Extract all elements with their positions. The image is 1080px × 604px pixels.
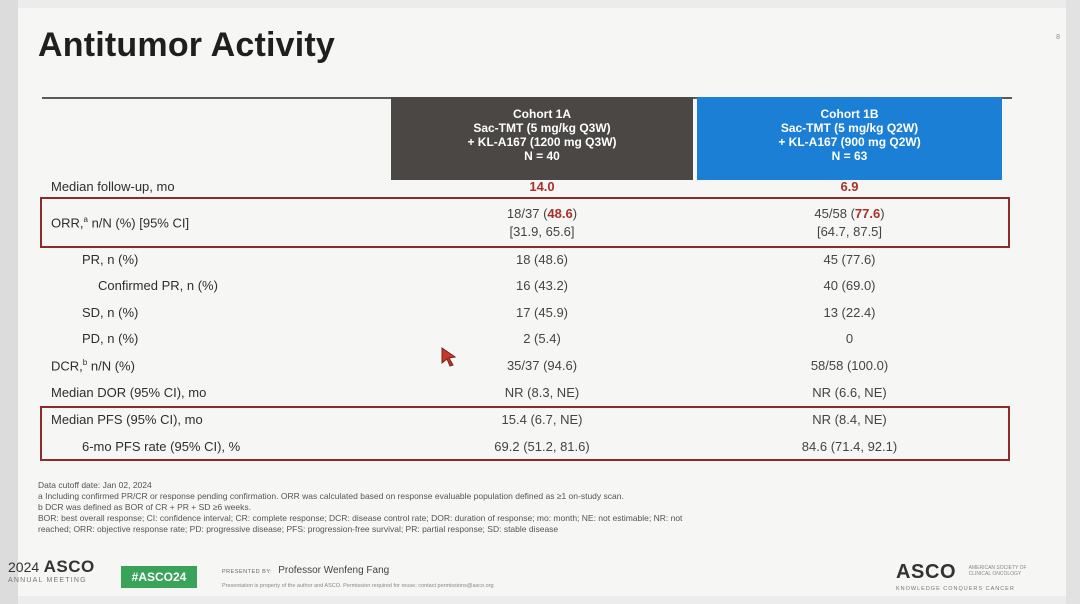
orr-label-main: ORR, [51, 215, 84, 231]
footnote-b: b DCR was defined as BOR of CR + PR + SD ≥6 weeks. [38, 502, 251, 512]
row-label-sd: SD, n (%) [82, 305, 139, 320]
row-label-pd: PD, n (%) [82, 331, 139, 346]
hashtag-badge: #ASCO24 [121, 566, 197, 588]
row-label-confirmed-pr: Confirmed PR, n (%) [98, 278, 218, 293]
cell-orr-1b-ci: [64.7, 87.5] [816, 224, 883, 239]
orr-1a-value: 48.6 [547, 206, 573, 221]
footnotes [38, 480, 1048, 535]
orr-1b-suffix: ) [880, 206, 885, 221]
cohort-1b-header [697, 97, 1002, 180]
cell-dor-1a: NR (8.3, NE) [504, 385, 580, 400]
row-label-orr [51, 215, 189, 230]
presented-by [222, 565, 389, 576]
presented-disclaimer: Presentation is property of the author and ASCO. Permission required for reuse; contact permissions@asco.org [222, 583, 494, 589]
cell-pr-1b: 45 (77.6) [823, 252, 876, 267]
dcr-footnote-marker: b [82, 358, 88, 367]
footer-year: 2024 [8, 559, 40, 575]
cell-sd-1b: 13 (22.4) [823, 305, 876, 320]
asco-society-wordmark: ASCO [896, 561, 957, 583]
cell-pfs-1a: 15.4 (6.7, NE) [501, 412, 583, 427]
cell-orr-1b [697, 205, 1002, 223]
footer-asco-wordmark: ASCO [43, 557, 95, 576]
cohort-1a-title: Cohort 1A [513, 107, 571, 121]
cell-pfs-1b: NR (8.4, NE) [812, 412, 887, 427]
cell-confirmed-pr-1b: 40 (69.0) [823, 278, 876, 293]
footnote-cutoff: Data cutoff date: Jan 02, 2024 [38, 480, 152, 490]
cell-pd-1b: 0 [845, 331, 854, 346]
footnote-abbrev-2: reached; ORR: objective response rate; PD: progressive disease; PFS: progression-free survival; PR: partial response; SD: stable disease [38, 524, 559, 534]
cell-dor-1b: NR (6.6, NE) [812, 385, 887, 400]
cell-dcr-1a: 35/37 (94.6) [506, 358, 578, 373]
asco-society-logo [896, 561, 1049, 592]
presented-by-label: PRESENTED BY: [222, 569, 273, 575]
orr-footnote-marker: a [83, 215, 88, 224]
cohort-1b-title: Cohort 1B [820, 107, 879, 121]
row-label-dor: Median DOR (95% CI), mo [51, 385, 207, 400]
cell-orr-1a-ci: [31.9, 65.6] [509, 224, 575, 239]
cell-sd-1a: 17 (45.9) [515, 305, 569, 320]
cell-follow-up-1a: 14.0 [529, 179, 555, 194]
cohort-1a-drug: Sac-TMT (5 mg/kg Q3W) [473, 121, 611, 135]
slide-title: Antitumor Activity [38, 26, 336, 64]
dcr-label-main: DCR, [51, 358, 83, 374]
asco-society-slogan: KNOWLEDGE CONQUERS CANCER [896, 586, 1015, 592]
cohort-1a-combo: + KL-A167 (1200 mg Q3W) [467, 135, 617, 149]
pointer-cursor-icon [440, 346, 458, 368]
cell-pr-1a: 18 (48.6) [515, 252, 569, 267]
cell-pd-1a: 2 (5.4) [523, 331, 561, 346]
asco-annual-meeting-logo [8, 557, 95, 584]
row-label-pr: PR, n (%) [82, 252, 139, 267]
cohort-1a-header [391, 97, 693, 180]
row-label-dcr [51, 358, 135, 373]
orr-1b-prefix: 45/58 ( [814, 206, 855, 221]
cohort-1b-combo: + KL-A167 (900 mg Q2W) [778, 135, 921, 149]
cohort-1b-drug: Sac-TMT (5 mg/kg Q2W) [780, 121, 919, 135]
cell-confirmed-pr-1a: 16 (43.2) [515, 278, 569, 293]
presenter-name: Professor Wenfeng Fang [278, 565, 390, 576]
footnote-abbrev-1: BOR: best overall response; CI: confidence interval; CR: complete response; DCR: disease control rate; DOR: duration of response; mo: month; NE: not estimable; NR: not [38, 513, 683, 523]
orr-label-rest: n/N (%) [95% CI] [87, 215, 190, 231]
page-marker: 8 [1056, 34, 1060, 41]
dcr-label-rest: n/N (%) [87, 358, 135, 374]
cohort-1b-n: N = 63 [831, 149, 868, 163]
cell-pfs6-1a: 69.2 (51.2, 81.6) [494, 439, 590, 454]
orr-1a-prefix: 18/37 ( [506, 206, 548, 221]
asco-society-tagline: AMERICAN SOCIETY OF CLINICAL ONCOLOGY [968, 565, 1027, 577]
cell-pfs6-1b: 84.6 (71.4, 92.1) [801, 439, 898, 454]
cell-orr-1a [391, 205, 693, 223]
slide-left-margin [0, 0, 18, 604]
row-label-follow-up: Median follow-up, mo [51, 179, 175, 194]
footer-meeting: ANNUAL MEETING [8, 577, 87, 584]
row-label-pfs: Median PFS (95% CI), mo [51, 412, 203, 427]
slide [18, 8, 1066, 596]
cell-dcr-1b: 58/58 (100.0) [810, 358, 889, 373]
row-label-pfs6: 6-mo PFS rate (95% CI), % [82, 439, 241, 454]
slide-right-margin [1066, 0, 1080, 604]
footnote-a: a Including confirmed PR/CR or response pending confirmation. ORR was calculated based on response evaluable population defined as ≥1 on-study scan. [38, 491, 624, 501]
orr-1b-value: 77.6 [854, 206, 881, 221]
cell-follow-up-1b: 6.9 [840, 179, 859, 194]
cohort-1a-n: N = 40 [524, 149, 560, 163]
orr-1a-suffix: ) [572, 206, 578, 221]
